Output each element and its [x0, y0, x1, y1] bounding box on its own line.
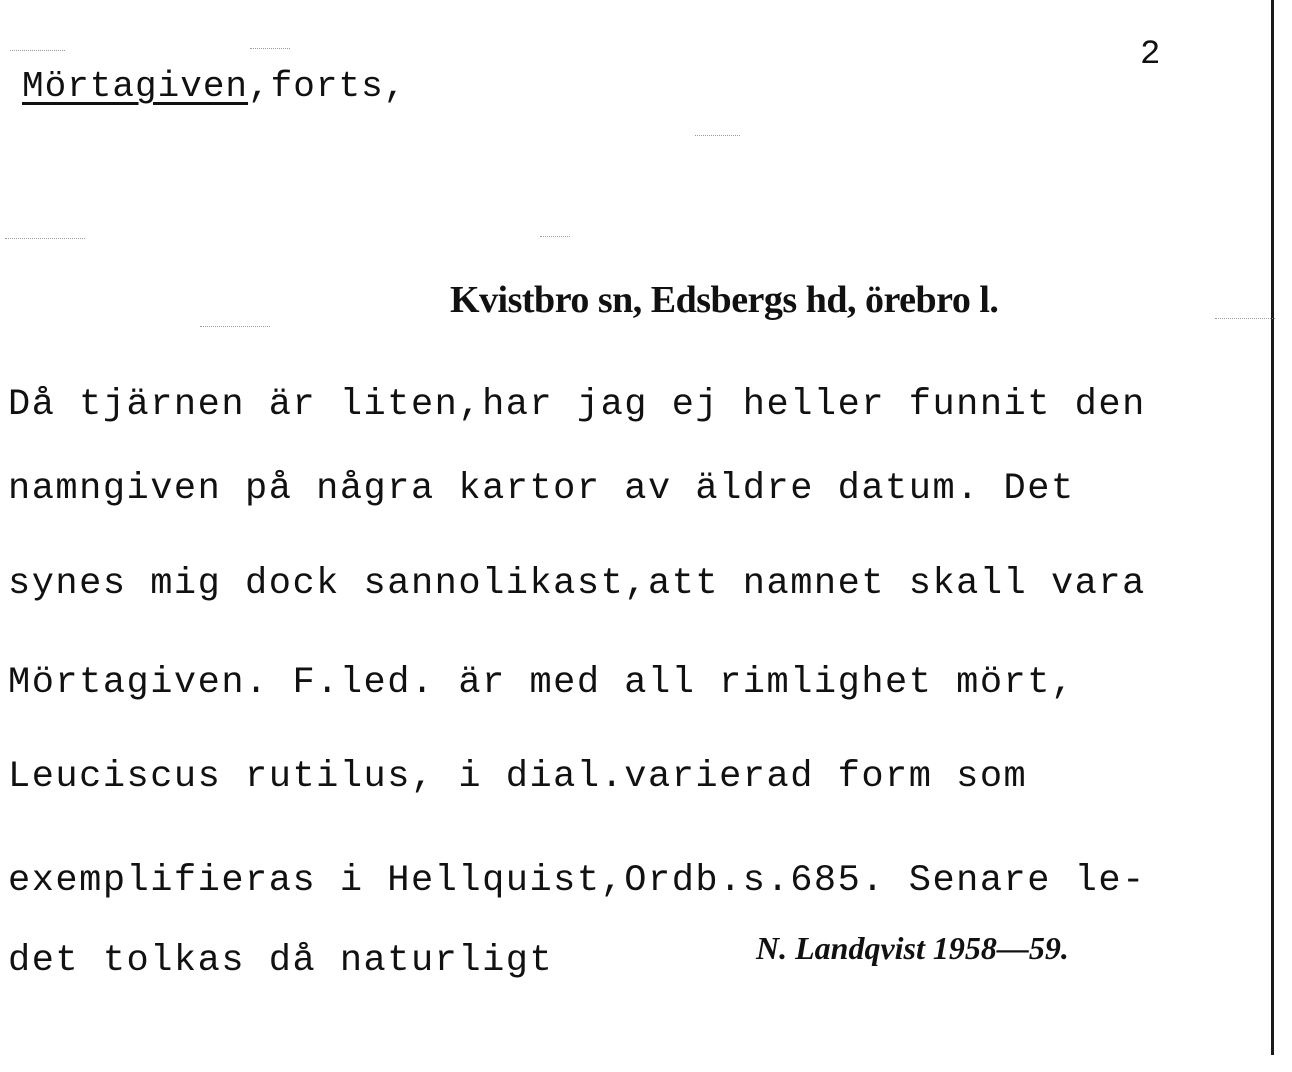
page-number: 2 [1140, 36, 1161, 74]
place-header: Kvistbro sn, Edsbergs hd, örebro l. [450, 279, 999, 321]
scan-artifact [5, 238, 85, 239]
body-line-3: synes mig dock sannolikast,att namnet skall vara [8, 563, 1146, 605]
signature: N. Landqvist 1958—59. [756, 930, 1069, 966]
scan-artifact [1215, 318, 1275, 319]
card-right-edge [1271, 0, 1274, 1055]
heading-lemma: Mörtagiven [22, 66, 249, 107]
body-line-7: det tolkas då naturligt [8, 940, 554, 982]
body-line-2: namngiven på några kartor av äldre datum. Det [8, 468, 1075, 510]
body-line-4: Mörtagiven. F.led. är med all rimlighet mört, [8, 662, 1075, 704]
scan-artifact [695, 135, 740, 136]
scan-artifact [10, 50, 65, 51]
body-line-6: exemplifieras i Hellquist,Ordb.s.685. Senare le- [8, 860, 1146, 902]
body-line-1: Då tjärnen är liten,har jag ej heller funnit den [8, 384, 1146, 426]
scan-artifact [540, 236, 570, 237]
heading-suffix: ,forts, [248, 66, 407, 107]
scan-artifact [200, 326, 270, 327]
body-line-5: Leuciscus rutilus, i dial.varierad form som [8, 756, 1028, 798]
heading [22, 66, 406, 107]
scan-artifact [250, 48, 290, 49]
